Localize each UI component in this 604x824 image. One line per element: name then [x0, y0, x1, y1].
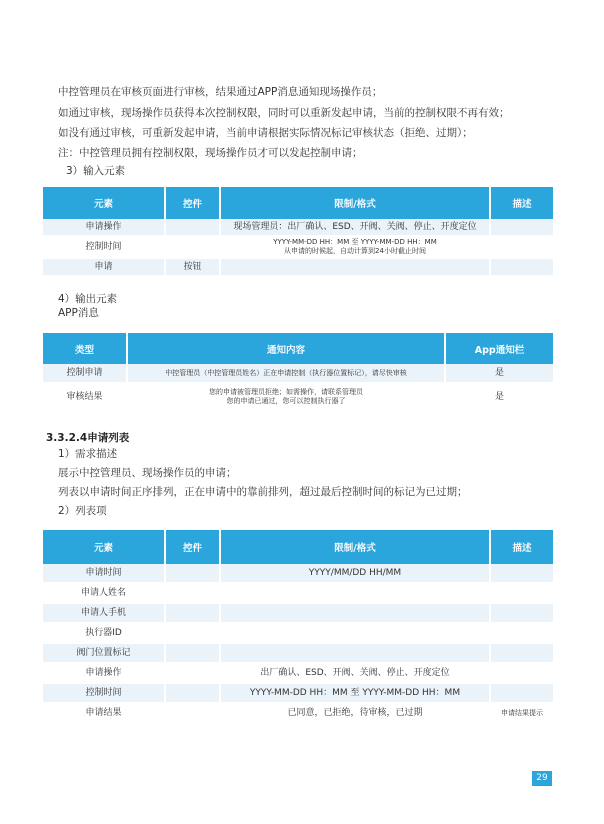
cell-element: 申请结果: [43, 704, 166, 724]
cell-description: [491, 604, 553, 624]
subheading: 2）列表项: [58, 505, 107, 517]
table-row: [43, 364, 553, 384]
cell-control: [166, 704, 221, 724]
column-header: 类型: [43, 333, 128, 364]
page-number: 29: [532, 771, 552, 786]
table-row: [43, 237, 553, 259]
column-header: 控件: [166, 530, 221, 564]
table-row: [43, 624, 553, 644]
column-header: 控件: [166, 187, 221, 219]
table-row: [43, 384, 553, 411]
subheading: 3）输入元素: [66, 165, 126, 177]
paragraph: 列表以申请时间正序排列，正在申请中的靠前排列，超过最后控制时间的标记为已过期；: [58, 486, 468, 498]
column-header: 描述: [491, 530, 553, 564]
cell-description: [491, 584, 553, 604]
cell-type: 控制申请: [43, 364, 128, 384]
column-header: 通知内容: [128, 333, 446, 364]
cell-element: 申请时间: [43, 564, 166, 584]
cell-format: YYYY/MM/DD HH/MM: [221, 564, 491, 584]
cell-format: 现场管理员：出厂确认、ESD、开阀、关阀、停止、开度定位: [221, 219, 491, 237]
paragraph: 中控管理员在审核页面进行审核，结果通过APP消息通知现场操作员；: [58, 86, 383, 98]
cell-format: YYYY-MM-DD HH：MM 至 YYYY-MM-DD HH：MM: [221, 684, 491, 704]
cell-format: [221, 237, 491, 259]
table-row: [43, 219, 553, 237]
column-header: 限制/格式: [221, 187, 491, 219]
cell-app-bar: 是: [446, 364, 553, 384]
cell-element: 执行器ID: [43, 624, 166, 644]
cell-format: [221, 624, 491, 644]
table-row: [43, 259, 553, 277]
cell-control: [166, 564, 221, 584]
subheading: 4）输出元素: [58, 293, 118, 305]
column-header: 描述: [491, 187, 553, 219]
table-row: [43, 664, 553, 684]
cell-control: [166, 219, 221, 237]
table-header-row: [43, 187, 553, 219]
cell-element: 申请人手机: [43, 604, 166, 624]
table-header-row: [43, 333, 553, 364]
list-items-table: [43, 530, 553, 724]
input-elements-table: [43, 187, 553, 277]
table-row: [43, 704, 553, 724]
table-row: [43, 604, 553, 624]
cell-control: [166, 664, 221, 684]
cell-element: 阀门位置标记: [43, 644, 166, 664]
table-row: [43, 564, 553, 584]
column-header: 元素: [43, 530, 166, 564]
table-row: [43, 584, 553, 604]
table-header-row: [43, 530, 553, 564]
cell-description: [491, 564, 553, 584]
format-line: YYYY-MM-DD HH：MM 至 YYYY-MM-DD HH：MM: [273, 238, 437, 246]
cell-element: 控制时间: [43, 237, 166, 259]
cell-format: [221, 259, 491, 277]
column-header: 限制/格式: [221, 530, 491, 564]
cell-app-bar: 是: [446, 384, 553, 411]
cell-description: [491, 644, 553, 664]
section-title: 3.3.2.4申请列表: [46, 432, 130, 444]
table-row: [43, 644, 553, 664]
cell-type: 审核结果: [43, 384, 128, 411]
cell-element: 申请操作: [43, 219, 166, 237]
cell-control: [166, 604, 221, 624]
cell-description: [491, 219, 553, 237]
cell-format: 出厂确认、ESD、开阀、关阀、停止、开度定位: [221, 664, 491, 684]
cell-format: [221, 604, 491, 624]
cell-content: 中控管理员（中控管理员姓名）正在申请控制（执行器位置标记），请尽快审核: [128, 364, 446, 384]
cell-control: [166, 644, 221, 664]
cell-control: [166, 584, 221, 604]
paragraph: 展示中控管理员、现场操作员的申请；: [58, 467, 237, 479]
cell-description: [491, 624, 553, 644]
cell-element: 申请人姓名: [43, 584, 166, 604]
cell-description: 申请结果提示: [491, 704, 553, 724]
paragraph: 如没有通过审核，可重新发起申请，当前申请根据实际情况标记审核状态（拒绝、过期）；: [58, 127, 473, 139]
cell-element: 申请: [43, 259, 166, 277]
paragraph: 注：中控管理员拥有控制权限，现场操作员才可以发起控制申请；: [58, 147, 363, 159]
subheading: APP消息: [58, 307, 99, 319]
table-row: [43, 684, 553, 704]
cell-control: [166, 684, 221, 704]
cell-description: [491, 684, 553, 704]
cell-control: [166, 237, 221, 259]
cell-format: [221, 584, 491, 604]
content-line: 您的申请已通过，您可以控制执行器了: [226, 396, 346, 405]
content-line: 您的申请被管理员拒绝；如需操作，请联系管理员: [209, 387, 363, 396]
cell-description: [491, 237, 553, 259]
paragraph: 如通过审核，现场操作员获得本次控制权限，同时可以重新发起申请，当前的控制权限不再有效；: [58, 107, 510, 119]
cell-control: [166, 624, 221, 644]
cell-description: [491, 664, 553, 684]
cell-content: [128, 384, 446, 411]
cell-element: 申请操作: [43, 664, 166, 684]
cell-element: 控制时间: [43, 684, 166, 704]
cell-format: 已同意，已拒绝，待审核，已过期: [221, 704, 491, 724]
output-elements-table: [43, 333, 553, 411]
cell-control: 按钮: [166, 259, 221, 277]
cell-description: [491, 259, 553, 277]
subheading: 1）需求描述: [58, 448, 118, 460]
column-header: 元素: [43, 187, 166, 219]
column-header: App通知栏: [446, 333, 553, 364]
format-line: 从申请的时候起，自动计算到24小时截止时间: [284, 247, 426, 255]
cell-format: [221, 644, 491, 664]
